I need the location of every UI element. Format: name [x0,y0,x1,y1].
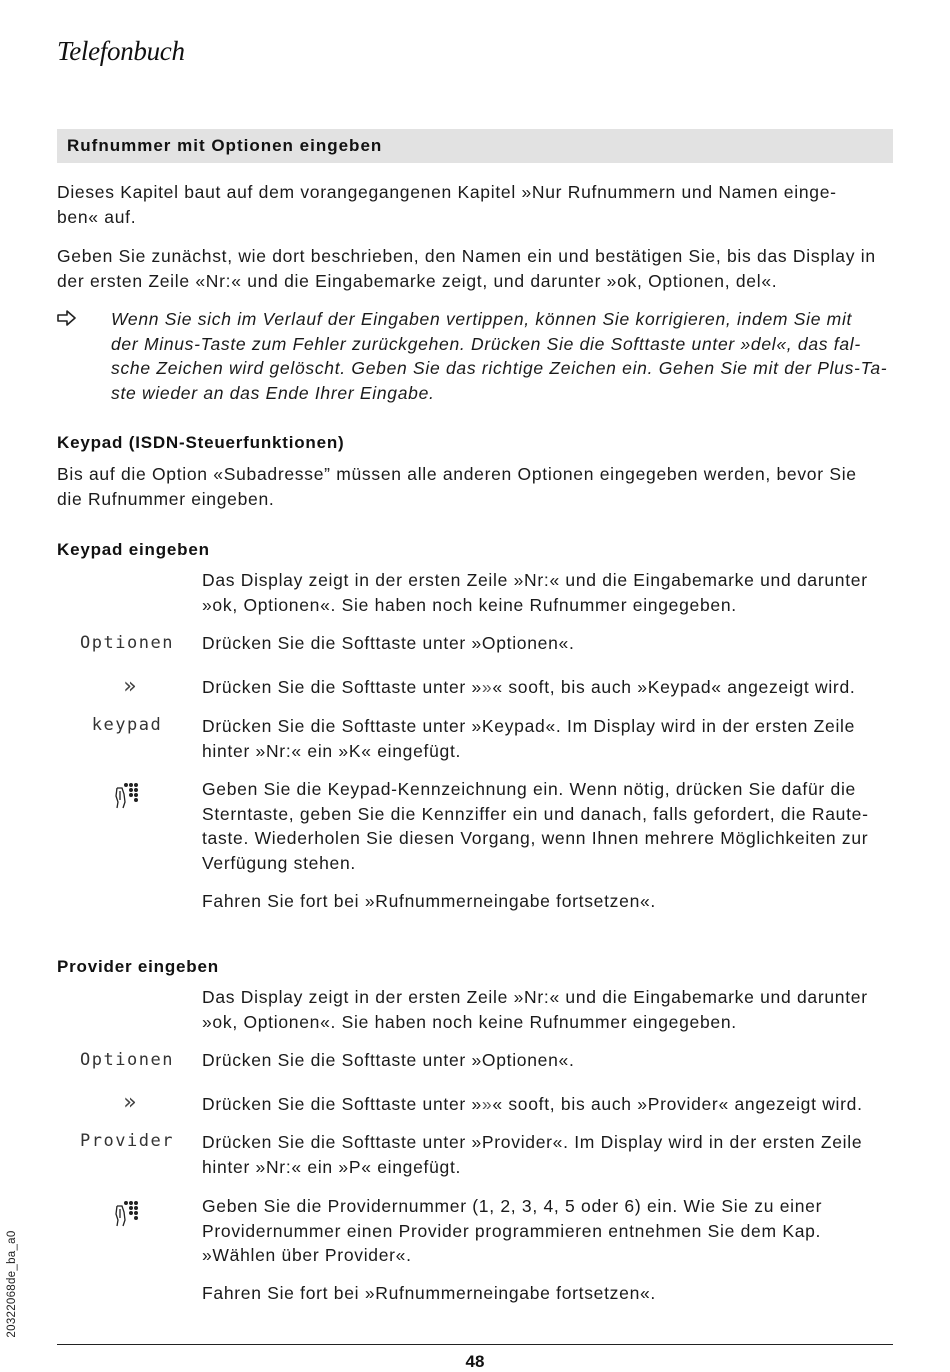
keypad-hand-icon [57,1200,197,1233]
keypad-step-4 [202,777,869,875]
keypad-step-1: Drücken Sie die Softtaste unter »Optionen«. [202,633,575,653]
arrow-pointer-icon [57,310,77,331]
display-softkey-optionen: Optionen [80,1050,174,1070]
text-line: Drücken Sie die Softtaste unter »Keypad«. Im Display wird in der ersten Zeile [202,716,856,736]
text-line: Bis auf die Option «Subadresse” müssen alle anderen Optionen eingegeben werden, bevor Sie [57,464,857,484]
text-line: Drücken Sie die Softtaste unter »Provider«. Im Display wird in der ersten Zeile [202,1132,863,1152]
document-code: 20322068de_ba_a0 [6,1230,18,1338]
provider-step-2 [202,1092,863,1117]
heading-keypad-isdn: Keypad (ISDN-Steuerfunktionen) [57,433,345,452]
provider-step-3 [202,1130,862,1179]
provider-continue: Fahren Sie fort bei »Rufnummerneingabe fortsetzen«. [202,1283,656,1303]
text-line: Providernummer einen Provider programmieren entnehmen Sie dem Kap. [202,1220,822,1241]
text-line: Geben Sie zunächst, wie dort beschrieben, den Namen ein und bestätigen Sie, bis das Display in [57,246,876,266]
provider-step-4 [202,1194,822,1268]
text-line: »ok, Optionen«. Sie haben noch keine Rufnummer eingegeben. [202,594,737,615]
page-title: Telefonbuch [57,36,185,66]
tip-note [111,307,887,405]
text-line: ste wieder an das Ende Ihrer Eingabe. [111,382,435,403]
text-line: sche Zeichen wird gelöscht. Geben Sie das richtige Zeichen ein. Gehen Sie mit der Plus-Ta- [111,358,888,378]
heading-provider-eingeben: Provider eingeben [57,957,219,976]
text-line: ben« auf. [57,206,137,227]
text-segment: Drücken Sie die Softtaste unter » [202,677,482,697]
keypad-intro [202,568,868,617]
intro-paragraph-2 [57,244,876,293]
text-line: hinter »Nr:« ein »P« eingefügt. [202,1156,462,1177]
footer-divider [57,1344,893,1345]
text-line: taste. Wiederholen Sie diesen Vorgang, wenn Ihnen mehrere Möglichkeiten zur [202,828,869,848]
keypad-continue: Fahren Sie fort bei »Rufnummerneingabe fortsetzen«. [202,891,656,911]
text-line: der ersten Zeile «Nr:« und die Eingabemarke zeigt, und darunter »ok, Optionen, del«. [57,270,778,291]
text-line: der Minus-Taste zum Fehler zurückgehen. Drücken Sie die Softtaste unter »del«, das fal- [111,333,861,354]
text-line: hinter »Nr:« ein »K« eingefügt. [202,740,462,761]
page-number: 48 [465,1352,485,1371]
text-line: »ok, Optionen«. Sie haben noch keine Rufnummer eingegeben. [202,1011,737,1032]
text-line: »Wählen über Provider«. [202,1245,412,1265]
display-softkey-optionen: Optionen [80,633,174,653]
double-chevron-icon: » [481,677,493,697]
text-line: Das Display zeigt in der ersten Zeile »Nr:« und die Eingabemarke und darunter [202,987,868,1007]
text-segment: Drücken Sie die Softtaste unter » [202,1094,482,1114]
heading-keypad-eingeben: Keypad eingeben [57,540,210,559]
text-line: Verfügung stehen. [202,852,356,873]
text-line: Das Display zeigt in der ersten Zeile »Nr:« und die Eingabemarke und darunter [202,570,868,590]
text-line: Geben Sie die Keypad-Kennzeichnung ein. Wenn nötig, drücken Sie dafür die [202,779,856,799]
keypad-step-3 [202,714,855,763]
text-line: Geben Sie die Providernummer (1, 2, 3, 4, 5 oder 6) ein. Wie Sie zu einer [202,1196,823,1216]
intro-paragraph-1 [57,180,837,229]
double-chevron-icon: » [123,1090,131,1115]
display-softkey-provider: Provider [80,1131,174,1151]
double-chevron-icon: » [481,1094,493,1114]
keypad-isdn-paragraph [57,462,857,511]
text-line: die Rufnummer eingeben. [57,488,275,509]
text-line: Dieses Kapitel baut auf dem vorangegangenen Kapitel »Nur Rufnummern und Namen einge- [57,182,837,202]
keypad-step-2 [202,675,855,700]
section-title-bar [57,129,893,163]
provider-step-1: Drücken Sie die Softtaste unter »Optionen«. [202,1050,575,1070]
keypad-hand-icon [57,782,197,815]
text-segment: « sooft, bis auch »Keypad« angezeigt wird. [492,677,856,697]
double-chevron-icon: » [123,674,131,699]
provider-intro [202,985,868,1034]
text-line: Wenn Sie sich im Verlauf der Eingaben vertippen, können Sie korrigieren, indem Sie mit [111,309,853,329]
text-line: Sterntaste, geben Sie die Kennziffer ein und danach, falls gefordert, die Raute- [202,803,869,824]
display-softkey-keypad: keypad [91,715,163,735]
text-segment: « sooft, bis auch »Provider« angezeigt wird. [492,1094,863,1114]
section-title: Rufnummer mit Optionen eingeben [67,136,383,155]
